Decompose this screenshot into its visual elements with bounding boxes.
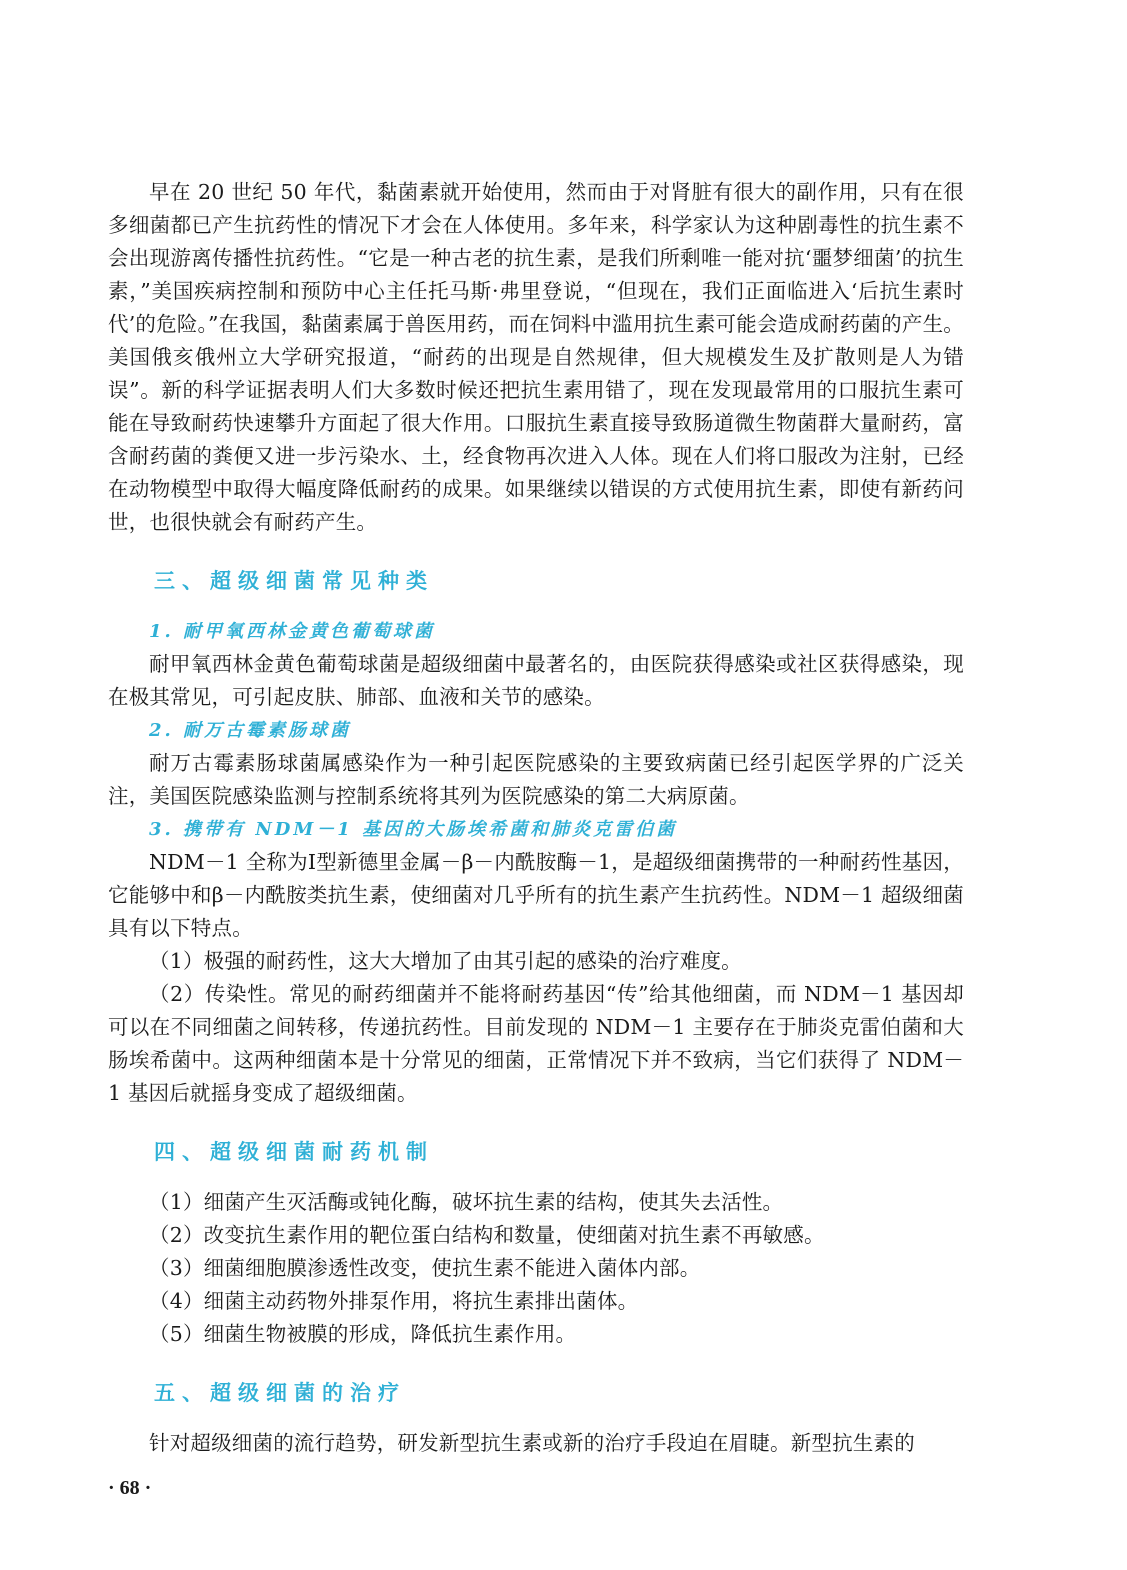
mechanism-item-2: （2）改变抗生素作用的靶位蛋白结构和数量，使细菌对抗生素不再敏感。 — [149, 1223, 825, 1247]
section-5-heading: 五、超级细菌的治疗 — [154, 1381, 406, 1405]
subsection-3-text: NDM－1 全称为Ⅰ型新德里金属－β－内酰胺酶－1，是超级细菌携带的一种耐药性基因，它能够中和β－内酰胺类抗生素，使细菌对几乎所有的抗生素产生抗药性。NDM－1 超级细菌具有以下特点。 — [108, 850, 964, 940]
section-3-heading: 三、超级细菌常见种类 — [154, 569, 434, 593]
subsection-1-heading: 1. 耐甲氧西林金黄色葡萄球菌 — [149, 621, 436, 642]
mechanism-item-1: （1）细菌产生灭活酶或钝化酶，破坏抗生素的结构，使其失去活性。 — [149, 1190, 784, 1214]
mechanism-item-4: （4）细菌主动药物外排泵作用，将抗生素排出菌体。 — [149, 1289, 639, 1313]
feature-2: （2）传染性。常见的耐药细菌并不能将耐药基因“传”给其他细菌，而 NDM－1 基因却可以在不同细菌之间转移，传递抗药性。目前发现的 NDM－1 主要存在于肺炎克雷伯菌和大肠埃希菌中。这两种细菌本是十分常见的细菌，正常情况下并不致病，当它们获得了 NDM－1 基因后就摇身变成了超级细菌。 — [108, 982, 964, 1105]
subsection-3-heading: 3. 携带有 NDM－1 基因的大肠埃希菌和肺炎克雷伯菌 — [149, 819, 678, 840]
page-number: · 68 · — [108, 1477, 152, 1499]
feature-1: （1）极强的耐药性，这大大增加了由其引起的感染的治疗难度。 — [149, 949, 742, 973]
page-body — [108, 176, 964, 1460]
intro-paragraph: 早在 20 世纪 50 年代，黏菌素就开始使用，然而由于对肾脏有很大的副作用，只有在很多细菌都已产生抗药性的情况下才会在人体使用。多年来，科学家认为这种剧毒性的抗生素不会出现游离传播性抗药性。“它是一种古老的抗生素，是我们所剩唯一能对抗‘噩梦细菌’的抗生素，”美国疾病控制和预防中心主任托马斯·弗里登说，“但现在，我们正面临进入‘后抗生素时代’的危险。”在我国，黏菌素属于兽医用药，而在饲料中滥用抗生素可能会造成耐药菌的产生。美国俄亥俄州立大学研究报道，“耐药的出现是自然规律，但大规模发生及扩散则是人为错误”。新的科学证据表明人们大多数时候还把抗生素用错了，现在发现最常用的口服抗生素可能在导致耐药快速攀升方面起了很大作用。口服抗生素直接导致肠道微生物菌群大量耐药，富含耐药菌的粪便又进一步污染水、土，经食物再次进入人体。现在人们将口服改为注射，已经在动物模型中取得大幅度降低耐药的成果。如果继续以错误的方式使用抗生素，即使有新药问世，也很快就会有耐药产生。 — [108, 180, 964, 534]
subsection-1-text: 耐甲氧西林金黄色葡萄球菌是超级细菌中最著名的，由医院获得感染或社区获得感染，现在极其常见，可引起皮肤、肺部、血液和关节的感染。 — [108, 652, 964, 709]
subsection-2-heading: 2. 耐万古霉素肠球菌 — [149, 720, 352, 741]
mechanism-item-5: （5）细菌生物被膜的形成，降低抗生素作用。 — [149, 1322, 577, 1346]
section-4-heading: 四、超级细菌耐药机制 — [154, 1140, 434, 1164]
subsection-2-text: 耐万古霉素肠球菌属感染作为一种引起医院感染的主要致病菌已经引起医学界的广泛关注，美国医院感染监测与控制系统将其列为医院感染的第二大病原菌。 — [108, 751, 964, 808]
section-5-text: 针对超级细菌的流行趋势，研发新型抗生素或新的治疗手段迫在眉睫。新型抗生素的 — [149, 1431, 915, 1455]
mechanism-item-3: （3）细菌细胞膜渗透性改变，使抗生素不能进入菌体内部。 — [149, 1256, 701, 1280]
